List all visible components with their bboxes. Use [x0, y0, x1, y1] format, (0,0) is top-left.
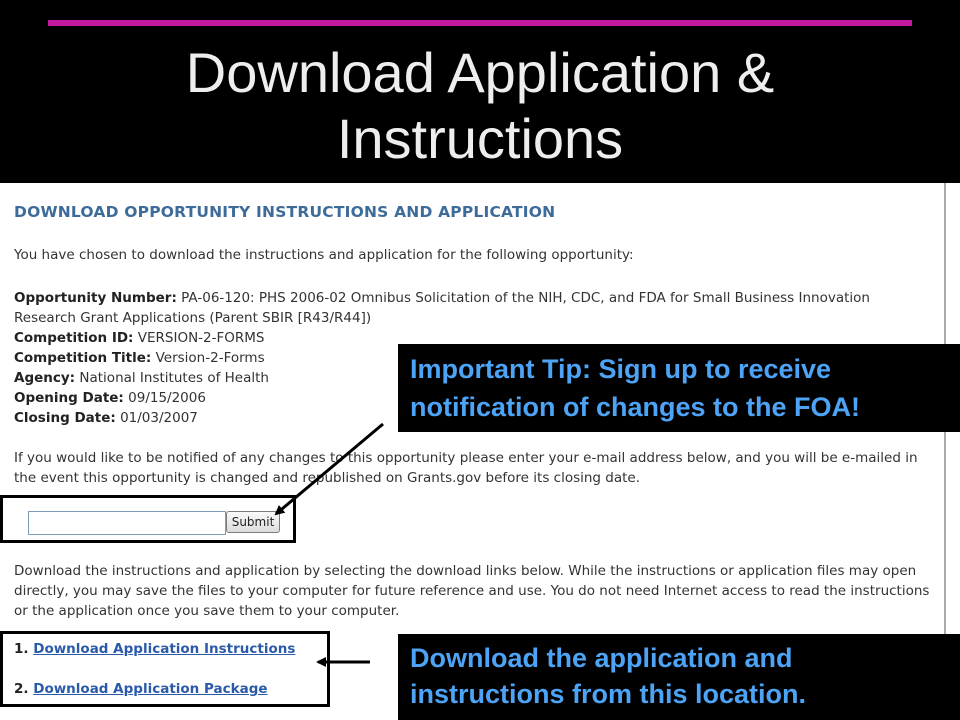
- link2-number: 2.: [14, 681, 29, 697]
- download-package-link[interactable]: Download Application Package: [33, 681, 268, 697]
- closing-date-value: 01/03/2007: [120, 410, 198, 426]
- competition-id-label: Competition ID:: [14, 330, 134, 346]
- opportunity-number-value: PA-06-120: PHS 2006-02 Omnibus Solicitation of the NIH, CDC, and FDA for Small Business Innovation Research Grant Applications (Parent SBIR [R43/R44]): [14, 290, 870, 326]
- submit-button[interactable]: Submit: [226, 511, 280, 533]
- tip-arrow: [276, 424, 383, 514]
- opening-date-value: 09/15/2006: [128, 390, 206, 406]
- competition-title-label: Competition Title:: [14, 350, 152, 366]
- slide-title-line1: Download Application &: [185, 41, 775, 104]
- page-heading: DOWNLOAD OPPORTUNITY INSTRUCTIONS AND APPLICATION: [14, 203, 556, 221]
- agency-value: National Institutes of Health: [79, 370, 269, 386]
- notify-text: If you would like to be notified of any changes to this opportunity please enter your e-mail address below, and you will be e-mailed in the event this opportunity is changed and republished on Grants.gov before its closing date.: [14, 450, 918, 486]
- competition-id-value: VERSION-2-FORMS: [137, 330, 265, 346]
- link1-number: 1.: [14, 641, 29, 657]
- agency-label: Agency:: [14, 370, 76, 386]
- opening-date-label: Opening Date:: [14, 390, 124, 406]
- download-callout: Download the application and instructions from this location.: [398, 634, 960, 720]
- download-instructions-text: Download the instructions and application by selecting the download links below. While the instructions or application files may open directly, you may save the files to your computer for future reference and use. You do not need Internet access to read the instructions or the application once you save them to your computer.: [14, 563, 930, 619]
- closing-date-label: Closing Date:: [14, 410, 116, 426]
- intro-text: You have chosen to download the instructions and application for the following opportunity:: [14, 247, 634, 263]
- download-instructions-link[interactable]: Download Application Instructions: [33, 641, 296, 657]
- slide-title-line2: Instructions: [336, 107, 624, 170]
- opportunity-number-label: Opportunity Number:: [14, 290, 177, 306]
- competition-title-value: Version-2-Forms: [155, 350, 265, 366]
- tip-callout: Important Tip: Sign up to receive notification of changes to the FOA!: [398, 344, 960, 432]
